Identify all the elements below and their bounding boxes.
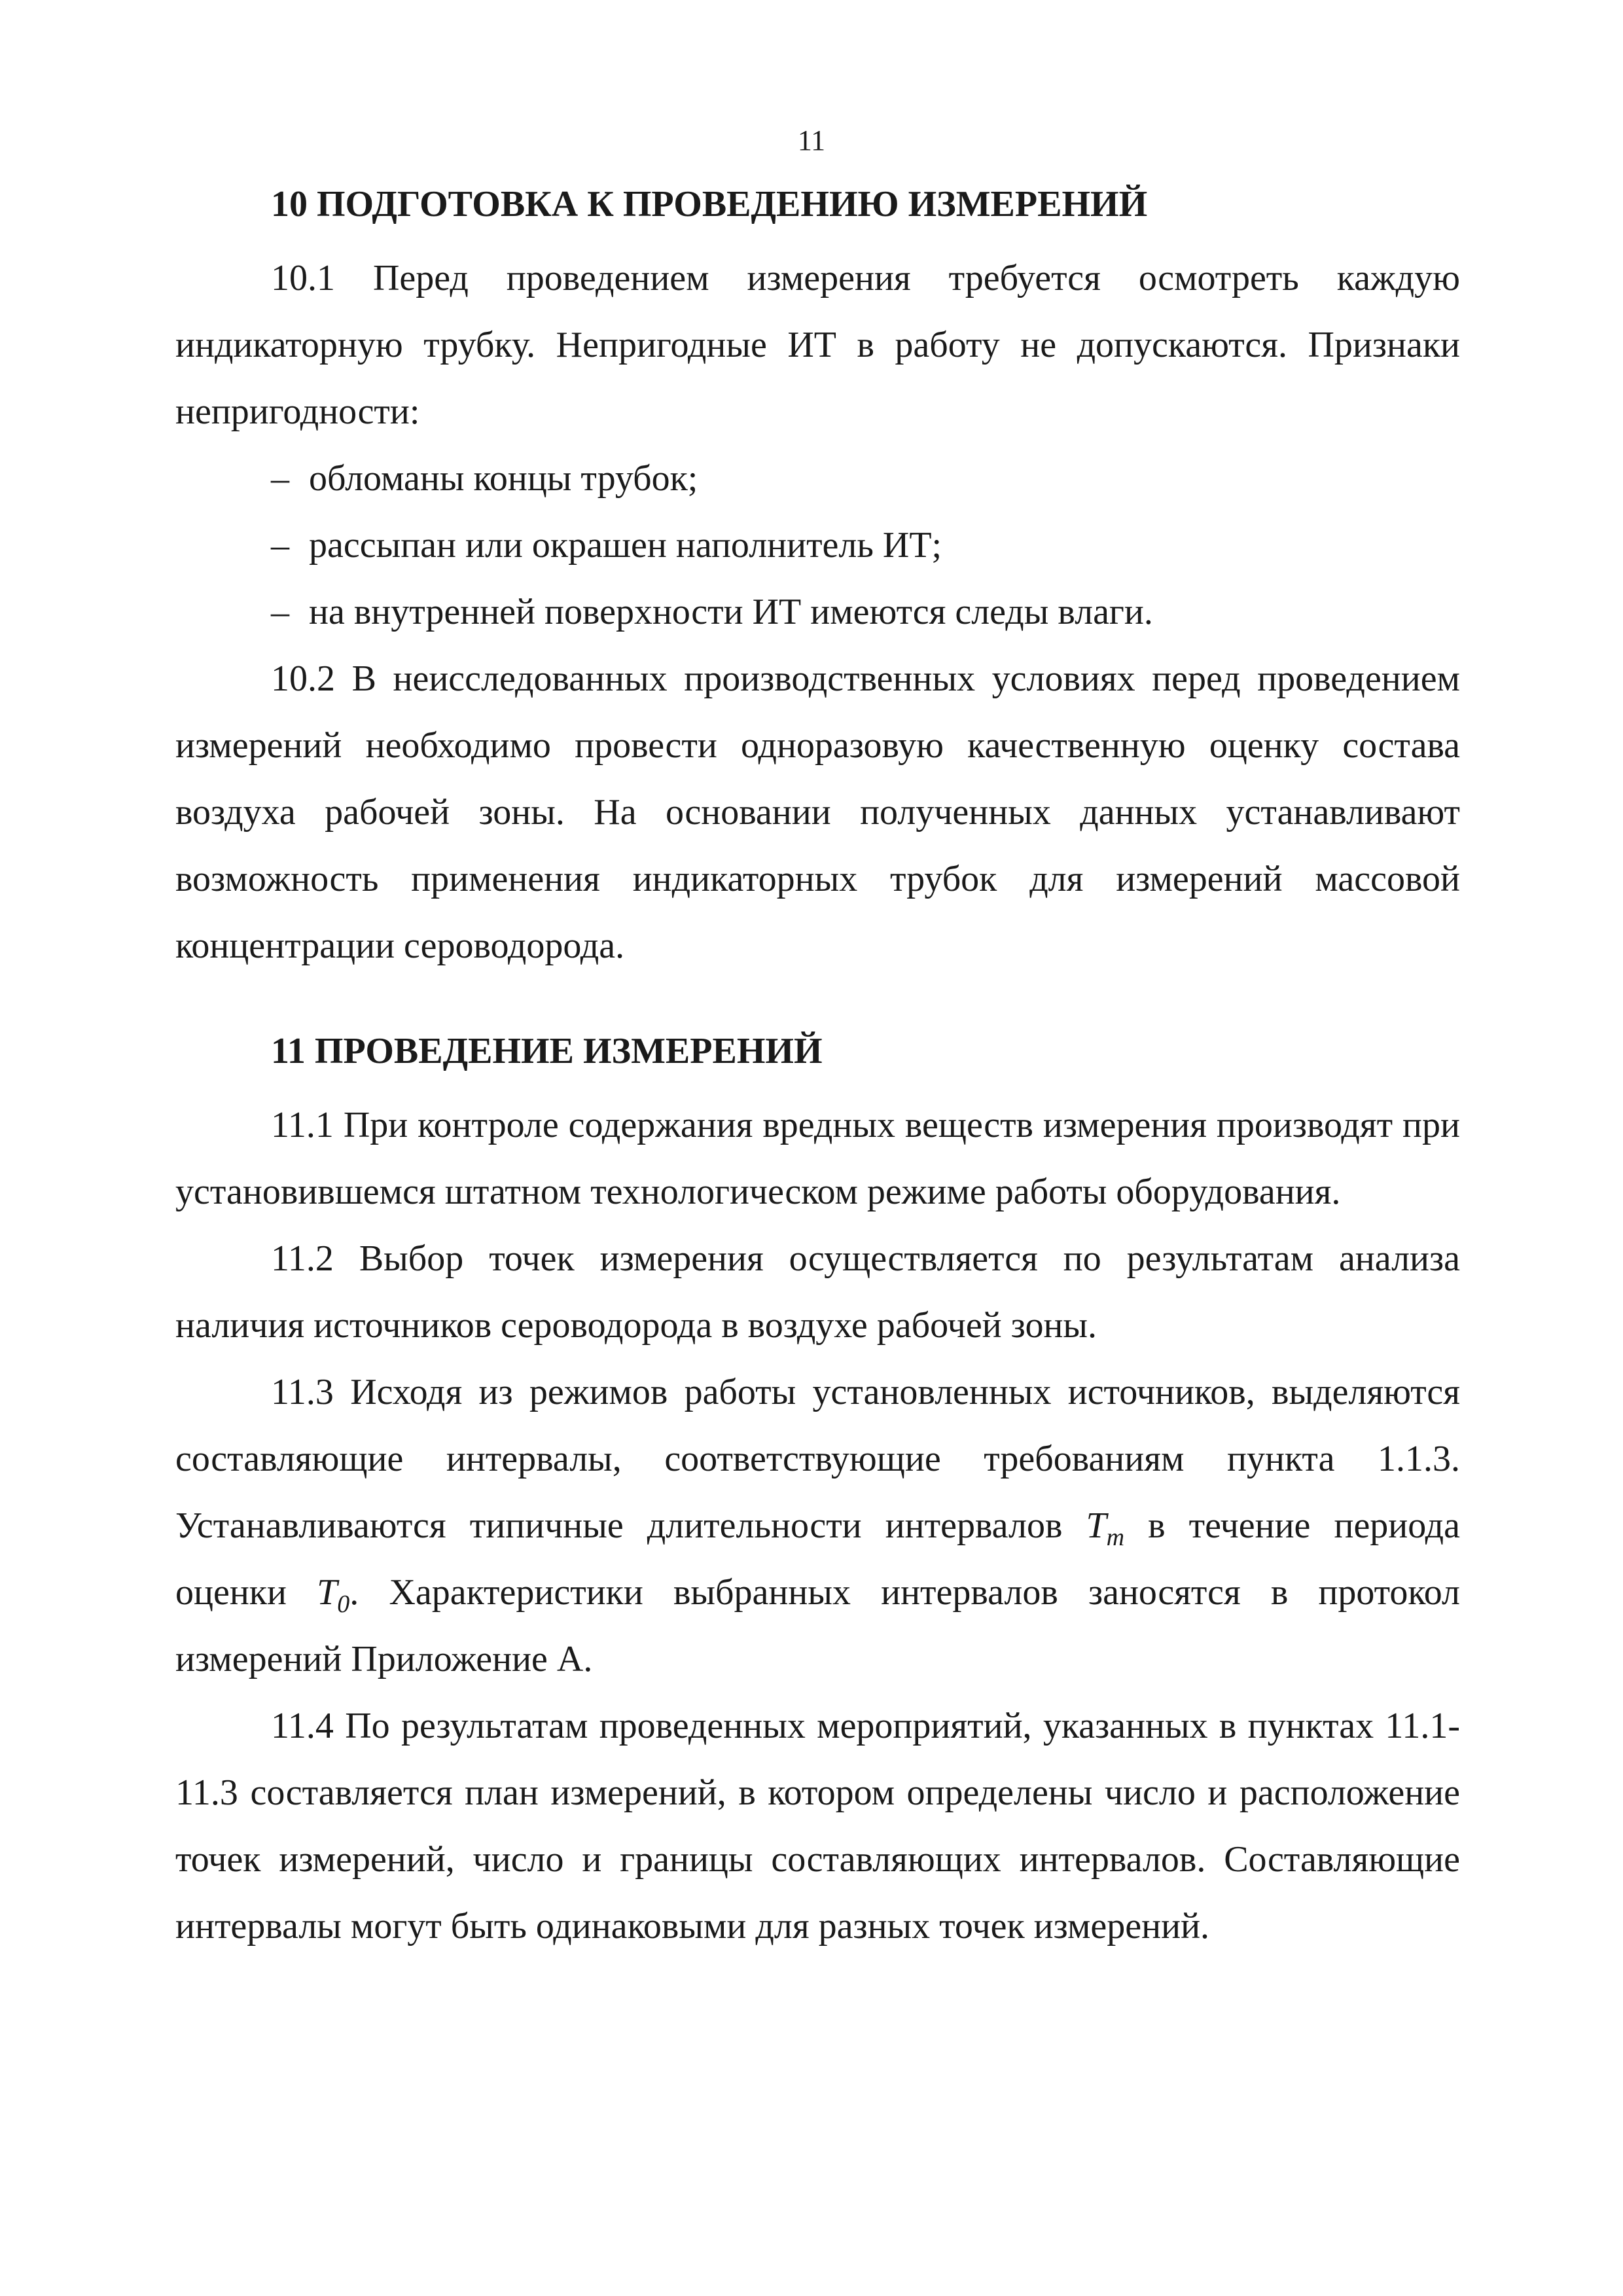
unsuitability-signs-list: [175, 445, 1460, 645]
symbol-t0-base: T: [317, 1572, 338, 1613]
paragraph-10-2: 10.2 В неисследованных производственных условиях перед проведением измерений необходимо провести одноразовую качественную оценку состава воздуха рабочей зоны. На основании полученных данных устанавливают возможность применения индикаторных трубок для измерений массовой концентрации сероводорода.: [175, 658, 1460, 966]
section-11-heading: 11 ПРОВЕДЕНИЕ ИЗМЕРЕНИЙ: [271, 1031, 823, 1071]
list-item: [175, 445, 1460, 512]
symbol-t0-subscript: 0: [337, 1590, 350, 1619]
paragraph-11-3-part2: в течение периода оценки: [175, 1505, 1460, 1613]
symbol-tm-base: T: [1086, 1505, 1107, 1546]
paragraph-10-1: 10.1 Перед проведением измерения требуется осмотреть каждую индикаторную трубку. Непригодные ИТ в работу не допускаются. Признаки непригодности:: [175, 258, 1460, 432]
paragraph-11-3-part1: 11.3 Исходя из режимов работы установленных источников, выделяются составляющие интервалы, соответствующие требованиям пункта 1.1.3. Устанавливаются типичные длительности интервалов: [175, 1372, 1460, 1546]
list-item: [175, 512, 1460, 579]
paragraph-11-3: [175, 1359, 1460, 1693]
paragraph-11-1: 11.1 При контроле содержания вредных веществ измерения производят при установившемся штатном технологическом режиме работы оборудования.: [175, 1105, 1460, 1212]
dash-marker: –: [271, 525, 289, 565]
symbol-tm-subscript: m: [1106, 1524, 1125, 1552]
list-item-text: рассыпан или окрашен наполнитель ИТ;: [309, 525, 942, 565]
page-number: 11: [797, 124, 826, 156]
symbol-t0: [317, 1572, 350, 1619]
list-item: [175, 579, 1460, 645]
list-item-text: обломаны концы трубок;: [309, 458, 698, 499]
paragraph-11-2: 11.2 Выбор точек измерения осуществляется по результатам анализа наличия источников сероводорода в воздухе рабочей зоны.: [175, 1238, 1460, 1346]
dash-marker: –: [271, 458, 289, 499]
section-10-heading: 10 ПОДГОТОВКА К ПРОВЕДЕНИЮ ИЗМЕРЕНИЙ: [271, 184, 1148, 224]
paragraph-11-3-part3: . Характеристики выбранных интервалов заносятся в протокол измерений Приложение А.: [175, 1572, 1460, 1679]
dash-marker: –: [271, 592, 289, 632]
symbol-tm: [1086, 1505, 1125, 1552]
list-item-text: на внутренней поверхности ИТ имеются следы влаги.: [309, 592, 1153, 632]
paragraph-11-4: 11.4 По результатам проведенных мероприятий, указанных в пунктах 11.1-11.3 составляется план измерений, в котором определены число и расположение точек измерений, число и границы составляющих интервалов. Составляющие интервалы могут быть одинаковыми для разных точек измерений.: [175, 1706, 1460, 1946]
page-content: [175, 171, 1460, 1960]
